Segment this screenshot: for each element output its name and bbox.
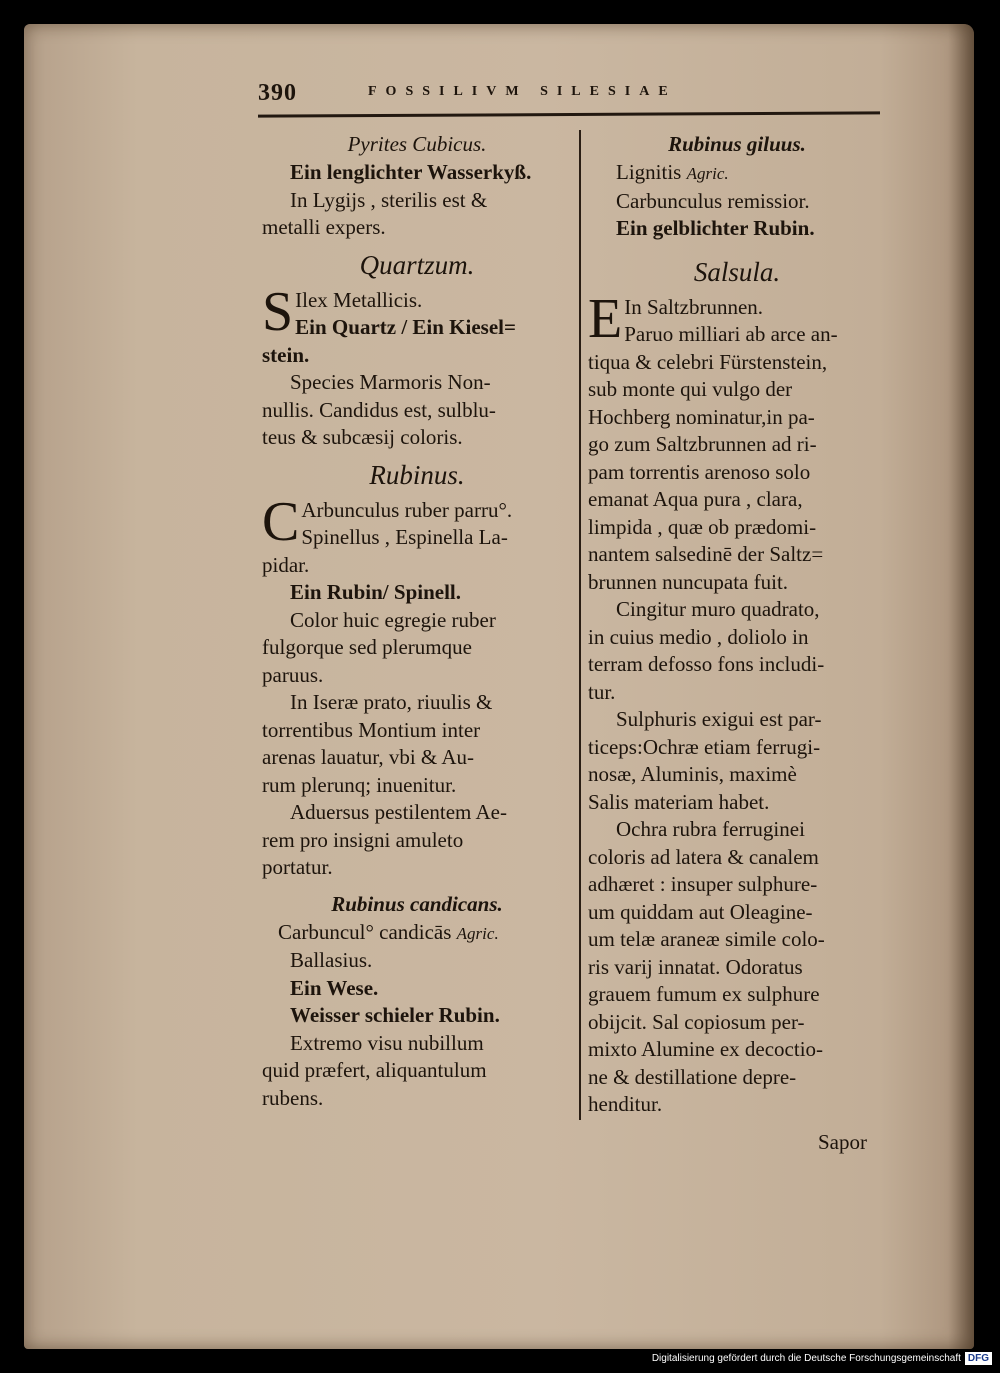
text-line: Arbunculus ruber parru°.	[301, 497, 513, 522]
text-line: arenas lauatur, vbi & Au-	[262, 745, 475, 769]
abbreviation: Agric.	[456, 923, 499, 943]
text-line: limpida , quæ ob prædomi-	[588, 514, 817, 539]
rubinus-entry	[262, 490, 572, 882]
quartzum-entry	[262, 280, 572, 452]
text-line: Species Marmoris Non-	[290, 370, 491, 394]
text-line: quid præfert, aliquantulum	[262, 1058, 487, 1082]
text-line: In Saltzbrunnen.	[624, 294, 764, 319]
text-line: rum plerunq; inuenitur.	[262, 772, 457, 797]
text-line: Cingitur muro quadrato,	[616, 597, 820, 621]
text-line: Spinellus , Espinella La-	[301, 525, 508, 549]
rubinus-giluus-heading: Rubinus giluus.	[668, 132, 806, 156]
running-head: FOSSILIVM SILESIAE	[368, 84, 677, 99]
text-line: ne & destillatione depre-	[588, 1064, 797, 1089]
rubinus-giluus-entry	[588, 159, 886, 243]
text-line: nosæ, Aluminis, maximè	[588, 762, 797, 786]
text-line: um telæ araneæ simile colo-	[588, 927, 825, 951]
text-line: portatur.	[262, 855, 333, 879]
rubinus-candicans-entry	[262, 919, 572, 1113]
column-divider	[579, 130, 581, 1120]
text-span: Lignitis	[616, 160, 682, 184]
text-line: Extremo visu nubillum	[290, 1030, 484, 1055]
text-line: paruus.	[262, 662, 324, 687]
text-line: um quiddam aut Oleagine-	[588, 899, 813, 924]
text-line: Color huic egregie ruber	[290, 607, 496, 632]
salsula-heading: Salsula.	[693, 256, 781, 287]
text-line: adhæret : insuper sulphure-	[588, 872, 818, 896]
text-line: torrentibus Montium inter	[262, 717, 481, 742]
text-line: nantem salsedinē der Saltz=	[588, 542, 824, 566]
text-line: tur.	[588, 679, 616, 704]
text-line: In Lygijs , sterilis est &	[290, 187, 488, 212]
rubinus-candicans-heading: Rubinus candicans.	[331, 891, 503, 916]
text-line: Salis materiam habet.	[588, 789, 770, 814]
text-line: rubens.	[262, 1085, 324, 1110]
abbreviation: Agric.	[686, 164, 729, 183]
text-line: in cuius medio , doliolo in	[588, 624, 809, 649]
text-line: brunnen nuncupata fuit.	[588, 569, 789, 594]
text-line: metalli expers.	[262, 215, 386, 239]
text-line: Ilex Metallicis.	[295, 287, 423, 312]
text-line: Sulphuris exigui est par-	[616, 707, 822, 731]
text-line	[262, 919, 572, 948]
catchword: Sapor	[818, 1130, 867, 1154]
text-line: Ein gelblichter Rubin.	[616, 216, 815, 240]
drop-cap: C	[262, 490, 300, 553]
text-line: coloris ad latera & canalem	[588, 844, 819, 869]
text-line: mixto Alumine ex decoctio-	[588, 1037, 824, 1061]
quartzum-heading: Quartzum.	[359, 249, 475, 280]
text-line: ris varij innatat. Odoratus	[588, 954, 803, 979]
text-line: sub monte qui vulgo der	[588, 377, 793, 401]
salsula-entry	[588, 287, 886, 1119]
pyrites-heading: Pyrites Cubicus.	[347, 132, 487, 156]
right-column	[588, 128, 886, 1119]
text-span: Carbuncul° candicās	[278, 919, 452, 944]
page-number: 390	[258, 80, 297, 106]
text-line: emanat Aqua pura , clara,	[588, 487, 803, 511]
text-line: Ein Rubin/ Spinell.	[290, 580, 462, 604]
rubinus-heading: Rubinus.	[369, 459, 465, 490]
text-line: pam torrentis arenoso solo	[588, 459, 811, 484]
text-line: Ballasius.	[290, 948, 373, 972]
funding-note: Digitalisierung gefördert durch die Deutsche Forschungsgemeinschaft	[651, 1353, 961, 1364]
drop-cap: S	[262, 280, 294, 343]
text-line: Ochra rubra ferruginei	[616, 817, 805, 841]
text-line: obijcit. Sal copiosum per-	[588, 1009, 805, 1034]
pyrites-entry	[262, 159, 572, 242]
text-line: terram defosso fons includi-	[588, 652, 825, 676]
text-line: Carbunculus remissior.	[616, 188, 810, 213]
text-line: Ein lenglichter Wasserkyß.	[290, 160, 532, 184]
text-line: henditur.	[588, 1092, 663, 1116]
text-line: tiqua & celebri Fürstenstein,	[588, 349, 828, 374]
text-line	[588, 159, 886, 188]
digitization-footer	[652, 1352, 992, 1365]
dfg-logo: DFG	[965, 1352, 992, 1365]
text-line: Hochberg nominatur,in pa-	[588, 404, 815, 429]
text-line: ticeps:Ochræ etiam ferrugi-	[588, 734, 821, 759]
left-column	[262, 128, 572, 1112]
text-line: go zum Saltzbrunnen ad ri-	[588, 432, 817, 456]
text-line: Aduersus pestilentem Ae-	[290, 800, 507, 824]
text-line: Ein Wese.	[290, 975, 379, 1000]
text-line: stein.	[262, 342, 310, 367]
drop-cap: E	[588, 287, 623, 350]
text-line: Weisser schieler Rubin.	[290, 1003, 500, 1027]
text-line: teus & subcæsij coloris.	[262, 425, 463, 449]
text-line: pidar.	[262, 552, 310, 577]
text-line: fulgorque sed plerumque	[262, 635, 472, 659]
page-header	[258, 80, 898, 110]
text-line: rem pro insigni amuleto	[262, 827, 464, 852]
text-line: nullis. Candidus est, sulblu-	[262, 397, 496, 422]
text-line: Ein Quartz / Ein Kiesel=	[295, 315, 516, 339]
text-line: Paruo milliari ab arce an-	[624, 322, 838, 346]
text-line: In Iseræ prato, riuulis &	[290, 690, 493, 714]
text-line: grauem fumum ex sulphure	[588, 982, 820, 1006]
